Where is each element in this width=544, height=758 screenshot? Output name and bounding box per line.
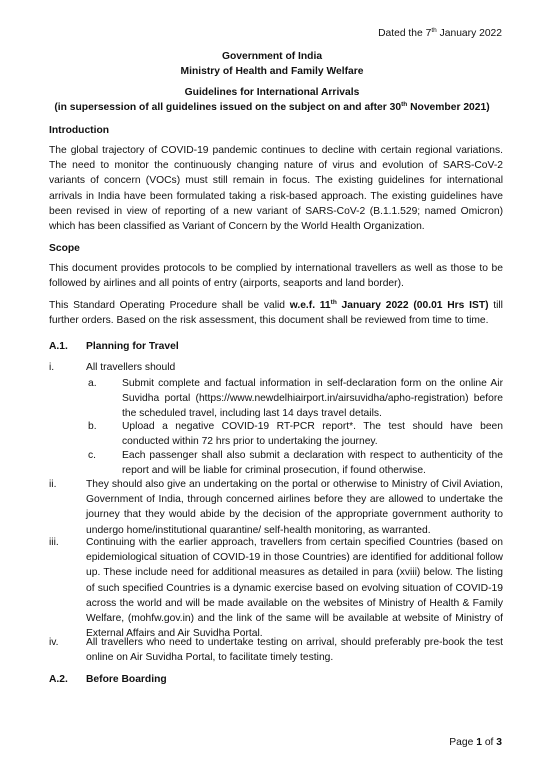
page-total: 3 <box>496 737 502 748</box>
section-a1-number: A.1. <box>49 341 68 352</box>
issuer-ministry: Ministry of Health and Family Welfare <box>180 66 364 77</box>
item-ii-text: They should also give an undertaking on the portal or otherwise to Ministry of Civil Aviation, Government of India, through concerned airlines before they are allowed to undertake the journey that they would abide by the decision of the appropriate government authority to undergo home/institutional quarantine/ self-health monitoring, as warranted. <box>86 479 503 536</box>
item-i-text: All travellers should <box>86 362 176 373</box>
page-label: Page <box>449 737 477 748</box>
subitem-c-text: Each passenger shall also submit a declaration with respect to authenticity of the report and will be liable for criminal prosecution, if found otherwise. <box>122 450 503 477</box>
page-of: of <box>481 737 497 748</box>
introduction-heading: Introduction <box>49 125 110 136</box>
scope-paragraph-1: This document provides protocols to be complied by international travellers as well as those to be followed by airlines and all points of entry (airports, seaports and land border). <box>49 263 503 290</box>
issuer-government: Government of India <box>221 51 323 62</box>
subitem-b-letter: b. <box>88 421 97 432</box>
document-date <box>378 26 502 41</box>
subtitle-suffix: November 2021) <box>407 102 490 113</box>
validity-date-text: w.e.f. 11 <box>289 300 331 311</box>
subitem-a-text: Submit complete and factual information in self-declaration form on the online Air Suvidha portal (https://www.newdelhiairport.in/airsuvidha/apho-registration) before the scheduled travel, including last 14 days travel details. <box>122 378 503 420</box>
section-a1-title: Planning for Travel <box>86 341 179 352</box>
item-iii-text: Continuing with the earlier approach, travellers from certain specified Countries (based on epidemiological situation of COVID-19 in those Countries) are identified for additional follow up. These include need for additional measures as detailed in para (xviii) below. The listing of such specified Countries is a dynamic exercise based on evolving situation of COVID-19 across the world and will be made available on the websites of Ministry of Health & Family Welfare, (mohfw.gov.in) and the link of the same will be available at website of Ministry of External Affairs and Air Suvidha Portal. <box>86 537 503 640</box>
document-title: Guidelines for International Arrivals <box>184 87 360 98</box>
subtitle-text: (in supersession of all guidelines issued on the subject on and after 30 <box>54 102 402 113</box>
section-a2-number: A.2. <box>49 674 68 685</box>
scope-validity-prefix: This Standard Operating Procedure shall be valid <box>49 300 290 311</box>
scope-validity-suffix: till further orders. Based on the risk assessment, this document shall be reviewed from time to time. <box>49 300 503 327</box>
validity-date-superscript: th <box>330 299 337 306</box>
introduction-paragraph: The global trajectory of COVID-19 pandemic continues to decline with certain regional variations. The need to monitor the continuously changing nature of virus and evolution of SARS-CoV-2 variants of concern (VOCs) must still remain in focus. The existing guidelines for international arrivals in India have been formulated taking a risk-based approach. The existing guidelines have been revised in view of reporting of a new variant of SARS-CoV-2 (B.1.1.529; named Omicron) which has been classified as Variant of Concern by the World Health Organization. <box>49 145 503 233</box>
scope-paragraph-2 <box>49 298 503 328</box>
date-month-year: January 2022 <box>436 28 502 39</box>
date-superscript: th <box>431 27 437 34</box>
item-iv-number: iv. <box>49 637 59 648</box>
subtitle-superscript: th <box>401 101 408 108</box>
item-iv-text: All travellers who need to undertake testing on arrival, should preferably pre-book the test online on Air Suvidha Portal, to facilitate timely testing. <box>86 637 503 664</box>
item-i-number: i. <box>49 362 55 373</box>
section-a2-title: Before Boarding <box>86 674 167 685</box>
scope-heading: Scope <box>49 243 80 254</box>
scope-validity-date <box>290 300 489 311</box>
subitem-b-text: Upload a negative COVID-19 RT-PCR report*. The test should have been conducted within 72 hrs prior to undertaking the journey. <box>122 421 503 448</box>
subitem-a-letter: a. <box>88 378 97 389</box>
subitem-c-letter: c. <box>88 450 97 461</box>
date-text: Dated the 7 <box>378 28 432 39</box>
item-ii-number: ii. <box>49 479 57 490</box>
document-subtitle <box>0 100 544 115</box>
validity-date-suffix: January 2022 (00.01 Hrs IST) <box>336 300 489 311</box>
page-number <box>449 735 502 750</box>
page-current: 1 <box>476 737 482 748</box>
item-iii-number: iii. <box>49 537 59 548</box>
